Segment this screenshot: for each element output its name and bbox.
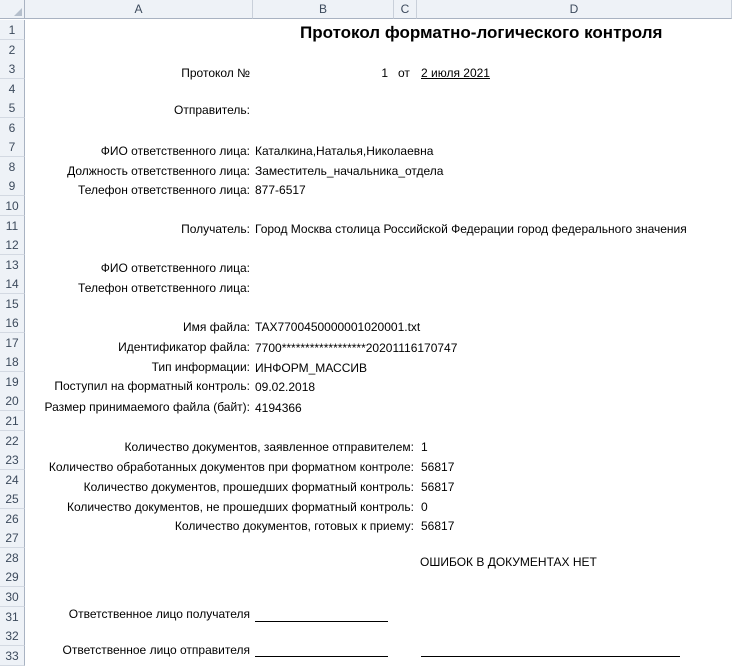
sender-name-line bbox=[421, 656, 680, 657]
column-header-b[interactable]: B bbox=[253, 0, 394, 19]
row-header[interactable]: 27 bbox=[0, 528, 25, 548]
info-type-label: Тип информации: bbox=[151, 360, 250, 374]
row-header[interactable]: 13 bbox=[0, 255, 25, 275]
recipient-value: Город Москва столица Российской Федерации город федерального значения bbox=[255, 222, 687, 236]
column-header-d[interactable]: D bbox=[417, 0, 732, 19]
row-header[interactable]: 29 bbox=[0, 567, 25, 587]
sender-position-value: Заместитель_начальника_отдела bbox=[255, 164, 444, 178]
docs-passed-value: 56817 bbox=[421, 480, 455, 494]
row-header[interactable]: 8 bbox=[0, 157, 25, 177]
recipient-fio-label: ФИО ответственного лица: bbox=[100, 261, 250, 275]
filesize-value: 4194366 bbox=[255, 401, 302, 415]
docs-ready-label: Количество документов, готовых к приему: bbox=[174, 519, 414, 533]
row-header[interactable]: 9 bbox=[0, 176, 25, 196]
row-header[interactable]: 7 bbox=[0, 137, 25, 157]
sender-label: Отправитель: bbox=[174, 103, 250, 117]
protocol-number: 1 bbox=[381, 66, 388, 80]
row-header[interactable]: 17 bbox=[0, 333, 25, 353]
row-header[interactable]: 16 bbox=[0, 313, 25, 333]
row-header[interactable]: 10 bbox=[0, 196, 25, 216]
row-header[interactable]: 6 bbox=[0, 118, 25, 138]
row-header[interactable]: 15 bbox=[0, 294, 25, 314]
from-label: от bbox=[398, 66, 410, 80]
no-errors-message: ОШИБОК В ДОКУМЕНТАХ НЕТ bbox=[420, 555, 597, 569]
sender-fio-value: Каталкина,Наталья,Николаевна bbox=[255, 144, 434, 158]
filename-value: TAX7700450000001020001.txt bbox=[255, 320, 421, 334]
row-header[interactable]: 23 bbox=[0, 450, 25, 470]
row-header[interactable]: 4 bbox=[0, 79, 25, 99]
resp-recipient-label: Ответственное лицо получателя bbox=[68, 607, 250, 621]
row-header[interactable]: 11 bbox=[0, 216, 25, 236]
docs-processed-value: 56817 bbox=[421, 460, 455, 474]
received-label: Поступил на форматный контроль: bbox=[54, 379, 250, 393]
row-header[interactable]: 19 bbox=[0, 372, 25, 392]
row-header[interactable]: 3 bbox=[0, 59, 25, 79]
row-header[interactable]: 1 bbox=[0, 20, 25, 40]
page-title: Протокол форматно-логического контроля bbox=[300, 23, 663, 42]
row-header[interactable]: 5 bbox=[0, 98, 25, 118]
row-header[interactable]: 30 bbox=[0, 587, 25, 607]
sender-signature-line bbox=[255, 656, 388, 657]
row-header[interactable]: 18 bbox=[0, 352, 25, 372]
column-header-c[interactable]: C bbox=[394, 0, 417, 19]
docs-passed-label: Количество документов, прошедших форматный контроль: bbox=[83, 480, 414, 494]
protocol-date: 2 июля 2021 bbox=[421, 66, 490, 80]
row-header[interactable]: 21 bbox=[0, 411, 25, 431]
row-header[interactable]: 32 bbox=[0, 626, 25, 646]
row-header[interactable]: 14 bbox=[0, 274, 25, 294]
file-id-label: Идентификатор файла: bbox=[118, 340, 250, 354]
docs-processed-label: Количество обработанных документов при форматном контроле: bbox=[48, 460, 414, 474]
filesize-label: Размер принимаемого файла (байт): bbox=[44, 400, 250, 414]
docs-declared-label: Количество документов, заявленное отправителем: bbox=[124, 440, 414, 454]
protocol-label: Протокол № bbox=[181, 66, 250, 80]
row-header[interactable]: 31 bbox=[0, 607, 25, 627]
row-header[interactable]: 20 bbox=[0, 391, 25, 411]
docs-ready-value: 56817 bbox=[421, 519, 455, 533]
column-header-a[interactable]: A bbox=[25, 0, 253, 19]
filename-label: Имя файла: bbox=[183, 320, 250, 334]
row-header[interactable]: 25 bbox=[0, 489, 25, 509]
recipient-signature-line bbox=[255, 621, 388, 622]
row-header[interactable]: 2 bbox=[0, 40, 25, 60]
recipient-phone-label: Телефон ответственного лица: bbox=[78, 281, 250, 295]
resp-sender-label: Ответственное лицо отправителя bbox=[62, 643, 250, 657]
row-header[interactable]: 28 bbox=[0, 548, 25, 568]
sender-fio-label: ФИО ответственного лица: bbox=[100, 144, 250, 158]
sender-position-label: Должность ответственного лица: bbox=[67, 164, 250, 178]
sender-phone-value: 877-6517 bbox=[255, 183, 306, 197]
received-value: 09.02.2018 bbox=[255, 380, 316, 394]
recipient-label: Получатель: bbox=[181, 222, 250, 236]
row-header[interactable]: 33 bbox=[0, 646, 25, 666]
row-header[interactable]: 24 bbox=[0, 470, 25, 490]
row-header[interactable]: 26 bbox=[0, 509, 25, 529]
sender-phone-label: Телефон ответственного лица: bbox=[78, 183, 250, 197]
select-all-corner[interactable] bbox=[0, 0, 25, 19]
docs-failed-label: Количество документов, не прошедших форматный контроль: bbox=[66, 500, 414, 514]
row-header[interactable]: 12 bbox=[0, 235, 25, 255]
file-id-value: 7700******************20201116170747 bbox=[255, 341, 458, 355]
docs-declared-value: 1 bbox=[421, 440, 428, 454]
row-header[interactable]: 22 bbox=[0, 431, 25, 451]
info-type-value: ИНФОРМ_МАССИВ bbox=[255, 361, 367, 375]
docs-failed-value: 0 bbox=[421, 500, 428, 514]
